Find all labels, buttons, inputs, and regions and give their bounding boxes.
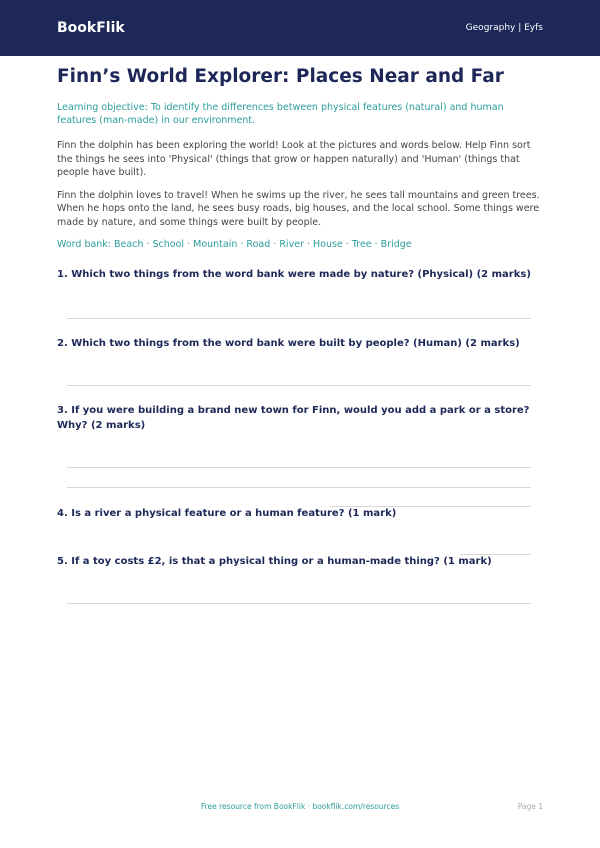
answer-line[interactable]: [67, 385, 531, 386]
brand-logo: BookFlik: [57, 20, 125, 36]
question-3: 3. If you were building a brand new town for Finn, would you add a park or a store? Why? (2 marks): [57, 405, 530, 431]
page-header: [0, 0, 600, 56]
question-2: 2. Which two things from the word bank were built by people? (Human) (2 marks): [57, 338, 520, 349]
page-number: Page 1: [517, 802, 543, 811]
answer-line[interactable]: [67, 467, 531, 468]
answer-line[interactable]: [67, 603, 531, 604]
story-paragraph: Finn the dolphin loves to travel! When he swims up the river, he sees tall mountains and green trees. When he hops onto the land, he sees busy roads, big houses, and the local school. Some things were made by nature, and some things were built by people.: [57, 189, 540, 228]
learning-objective: Learning objective: To identify the differences between physical features (natural) and human features (man-made) in our environment.: [57, 102, 504, 126]
question-4: 4. Is a river a physical feature or a human feature? (1 mark): [57, 508, 397, 519]
answer-line[interactable]: [330, 506, 531, 507]
question-5: 5. If a toy costs £2, is that a physical thing or a human-made thing? (1 mark): [57, 556, 492, 567]
footer-resource-link[interactable]: Free resource from BookFlik · bookflik.com/resources: [200, 802, 400, 811]
page-title: Finn’s World Explorer: Places Near and Far: [57, 66, 504, 87]
subject-label: Geography | Eyfs: [465, 23, 543, 33]
answer-line[interactable]: [67, 318, 531, 319]
question-1: 1. Which two things from the word bank were made by nature? (Physical) (2 marks): [57, 269, 531, 280]
word-bank: Word bank: Beach · School · Mountain · Road · River · House · Tree · Bridge: [57, 239, 412, 250]
intro-paragraph: Finn the dolphin has been exploring the world! Look at the pictures and words below. Help Finn sort the things he sees into 'Physical' (things that grow or happen naturally) and 'Human' (things that people have built).: [57, 140, 531, 178]
answer-line[interactable]: [460, 554, 531, 555]
answer-line[interactable]: [67, 487, 531, 488]
worksheet-intro: [57, 66, 543, 251]
